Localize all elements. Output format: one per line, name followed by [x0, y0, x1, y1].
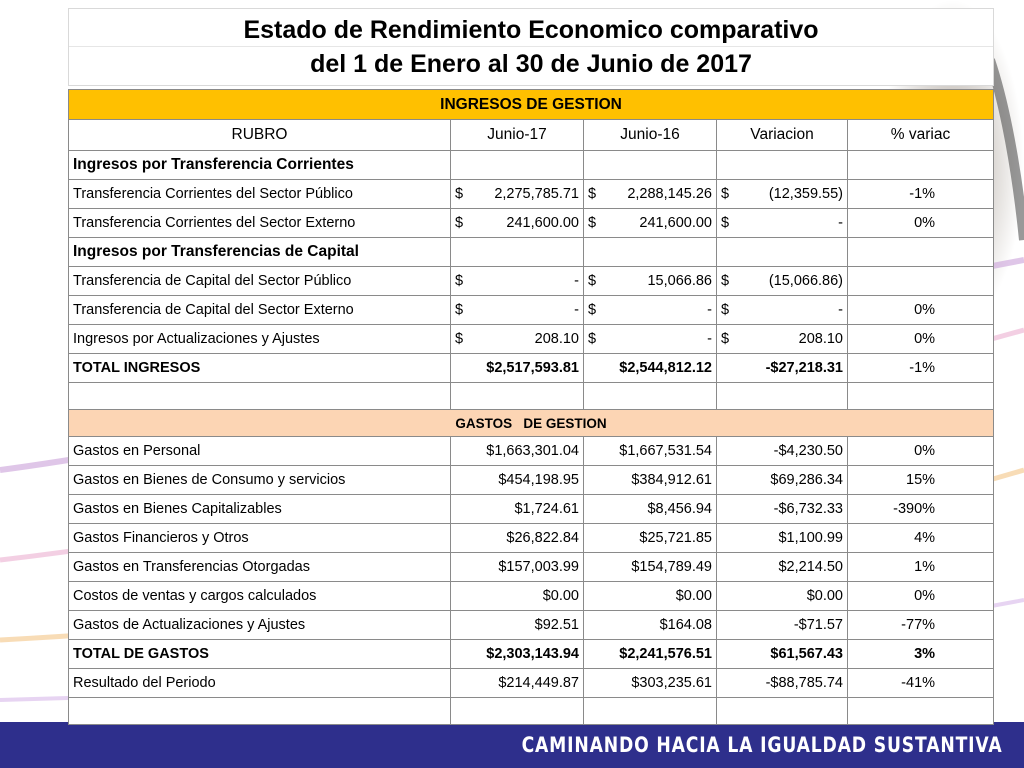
table-row: [69, 296, 994, 325]
ingresos-band-row: [69, 90, 994, 120]
value-junio-16: $154,789.49: [584, 553, 717, 582]
currency-sign: $: [721, 186, 730, 202]
value-junio-16: -: [707, 331, 712, 347]
currency-sign: $: [455, 331, 464, 347]
total-ingresos-variacion: -$27,218.31: [717, 354, 848, 383]
value-junio-16: $25,721.85: [584, 524, 717, 553]
currency-sign: $: [455, 186, 464, 202]
currency-sign: $: [721, 331, 730, 347]
value-junio-16: $1,667,531.54: [584, 437, 717, 466]
total-ingresos-junio-16: $2,544,812.12: [584, 354, 717, 383]
value-junio-17: $454,198.95: [451, 466, 584, 495]
value-variacion: (12,359.55): [768, 186, 843, 202]
value-variacion: (15,066.86): [768, 273, 843, 289]
table-row: [69, 209, 994, 238]
blank-row: [69, 383, 994, 410]
table-row: [69, 495, 994, 524]
footer-slogan: CAMINANDO HACIA LA IGUALDAD SUSTANTIVA: [521, 733, 1002, 757]
title-divider: [69, 46, 993, 47]
value-variacion: $69,286.34: [717, 466, 848, 495]
value-pct: 1%: [848, 553, 994, 582]
value-junio-17: 241,600.00: [506, 215, 579, 231]
row-label: Ingresos por Actualizaciones y Ajustes: [69, 325, 451, 354]
row-label: Transferencia Corrientes del Sector Externo: [69, 209, 451, 238]
row-label: Transferencia de Capital del Sector Externo: [69, 296, 451, 325]
table-row: [69, 524, 994, 553]
value-pct: -77%: [848, 611, 994, 640]
page-title-line1: Estado de Rendimiento Economico comparativo: [243, 16, 819, 44]
value-variacion: -$71.57: [717, 611, 848, 640]
value-variacion: $2,214.50: [717, 553, 848, 582]
total-gastos-junio-17: $2,303,143.94: [451, 640, 584, 669]
row-label: Transferencia de Capital del Sector Público: [69, 267, 451, 296]
currency-sign: $: [721, 302, 730, 318]
resultado-label: Resultado del Periodo: [69, 669, 451, 698]
currency-sign: $: [721, 273, 730, 289]
value-pct: [848, 267, 994, 296]
value-junio-17: $157,003.99: [451, 553, 584, 582]
value-variacion: 208.10: [798, 331, 843, 347]
value-junio-17: $92.51: [451, 611, 584, 640]
total-gastos-label: TOTAL DE GASTOS: [69, 640, 451, 669]
total-ingresos-pct: -1%: [848, 354, 994, 383]
header-pct-variac: % variac: [848, 120, 994, 151]
table-row: [69, 267, 994, 296]
row-label: Costos de ventas y cargos calculados: [69, 582, 451, 611]
total-ingresos-row: [69, 354, 994, 383]
resultado-junio-17: $214,449.87: [451, 669, 584, 698]
table-row: [69, 180, 994, 209]
value-junio-16: -: [707, 302, 712, 318]
section-row: [69, 238, 994, 267]
value-variacion: -$6,732.33: [717, 495, 848, 524]
value-junio-17: $1,724.61: [451, 495, 584, 524]
row-label: Gastos en Personal: [69, 437, 451, 466]
table-row: [69, 611, 994, 640]
value-junio-16: $8,456.94: [584, 495, 717, 524]
value-junio-16: $0.00: [584, 582, 717, 611]
ingresos-band-label: INGRESOS DE GESTION: [69, 90, 994, 120]
currency-sign: $: [455, 302, 464, 318]
section-label: Ingresos por Transferencia Corrientes: [69, 151, 451, 180]
value-junio-17: 208.10: [534, 331, 579, 347]
total-ingresos-junio-17: $2,517,593.81: [451, 354, 584, 383]
value-pct: 15%: [848, 466, 994, 495]
row-label: Transferencia Corrientes del Sector Público: [69, 180, 451, 209]
value-pct: 0%: [848, 325, 994, 354]
resultado-variacion: -$88,785.74: [717, 669, 848, 698]
value-junio-17: -: [574, 273, 579, 289]
value-junio-17: $1,663,301.04: [451, 437, 584, 466]
currency-sign: $: [588, 186, 597, 202]
gastos-band-row: [69, 410, 994, 437]
value-variacion: $1,100.99: [717, 524, 848, 553]
currency-sign: $: [455, 215, 464, 231]
section-label: Ingresos por Transferencias de Capital: [69, 238, 451, 267]
value-pct: 0%: [848, 582, 994, 611]
header-row: [69, 120, 994, 151]
title-box: [68, 8, 994, 86]
row-label: Gastos en Bienes Capitalizables: [69, 495, 451, 524]
currency-sign: $: [588, 331, 597, 347]
value-variacion: -: [838, 302, 843, 318]
gastos-band-label: GASTOS DE GESTION: [69, 410, 994, 437]
total-gastos-variacion: $61,567.43: [717, 640, 848, 669]
table-row: [69, 325, 994, 354]
total-ingresos-label: TOTAL INGRESOS: [69, 354, 451, 383]
value-pct: 4%: [848, 524, 994, 553]
value-variacion: -$4,230.50: [717, 437, 848, 466]
value-pct: -1%: [848, 180, 994, 209]
section-row: [69, 151, 994, 180]
table-row: [69, 553, 994, 582]
value-junio-16: $384,912.61: [584, 466, 717, 495]
value-junio-16: $164.08: [584, 611, 717, 640]
row-label: Gastos Financieros y Otros: [69, 524, 451, 553]
resultado-row: [69, 669, 994, 698]
value-pct: 0%: [848, 296, 994, 325]
row-label: Gastos en Transferencias Otorgadas: [69, 553, 451, 582]
value-pct: 0%: [848, 437, 994, 466]
value-pct: -390%: [848, 495, 994, 524]
resultado-junio-16: $303,235.61: [584, 669, 717, 698]
value-pct: 0%: [848, 209, 994, 238]
currency-sign: $: [588, 215, 597, 231]
table-row: [69, 437, 994, 466]
currency-sign: $: [588, 302, 597, 318]
value-junio-16: 15,066.86: [647, 273, 712, 289]
row-label: Gastos de Actualizaciones y Ajustes: [69, 611, 451, 640]
header-rubro: RUBRO: [69, 120, 451, 151]
value-junio-16: 2,288,145.26: [627, 186, 712, 202]
total-gastos-pct: 3%: [848, 640, 994, 669]
table-row: [69, 582, 994, 611]
blank-row: [69, 698, 994, 725]
value-junio-16: 241,600.00: [639, 215, 712, 231]
value-junio-17: $0.00: [451, 582, 584, 611]
header-junio-16: Junio-16: [584, 120, 717, 151]
value-junio-17: $26,822.84: [451, 524, 584, 553]
currency-sign: $: [721, 215, 730, 231]
header-variacion: Variacion: [717, 120, 848, 151]
resultado-pct: -41%: [848, 669, 994, 698]
table-row: [69, 466, 994, 495]
currency-sign: $: [588, 273, 597, 289]
total-gastos-row: [69, 640, 994, 669]
value-junio-17: -: [574, 302, 579, 318]
row-label: Gastos en Bienes de Consumo y servicios: [69, 466, 451, 495]
value-variacion: $0.00: [717, 582, 848, 611]
page-title-line2: del 1 de Enero al 30 de Junio de 2017: [310, 50, 752, 78]
financial-table: [68, 89, 994, 725]
value-variacion: -: [838, 215, 843, 231]
header-junio-17: Junio-17: [451, 120, 584, 151]
value-junio-17: 2,275,785.71: [494, 186, 579, 202]
currency-sign: $: [455, 273, 464, 289]
total-gastos-junio-16: $2,241,576.51: [584, 640, 717, 669]
